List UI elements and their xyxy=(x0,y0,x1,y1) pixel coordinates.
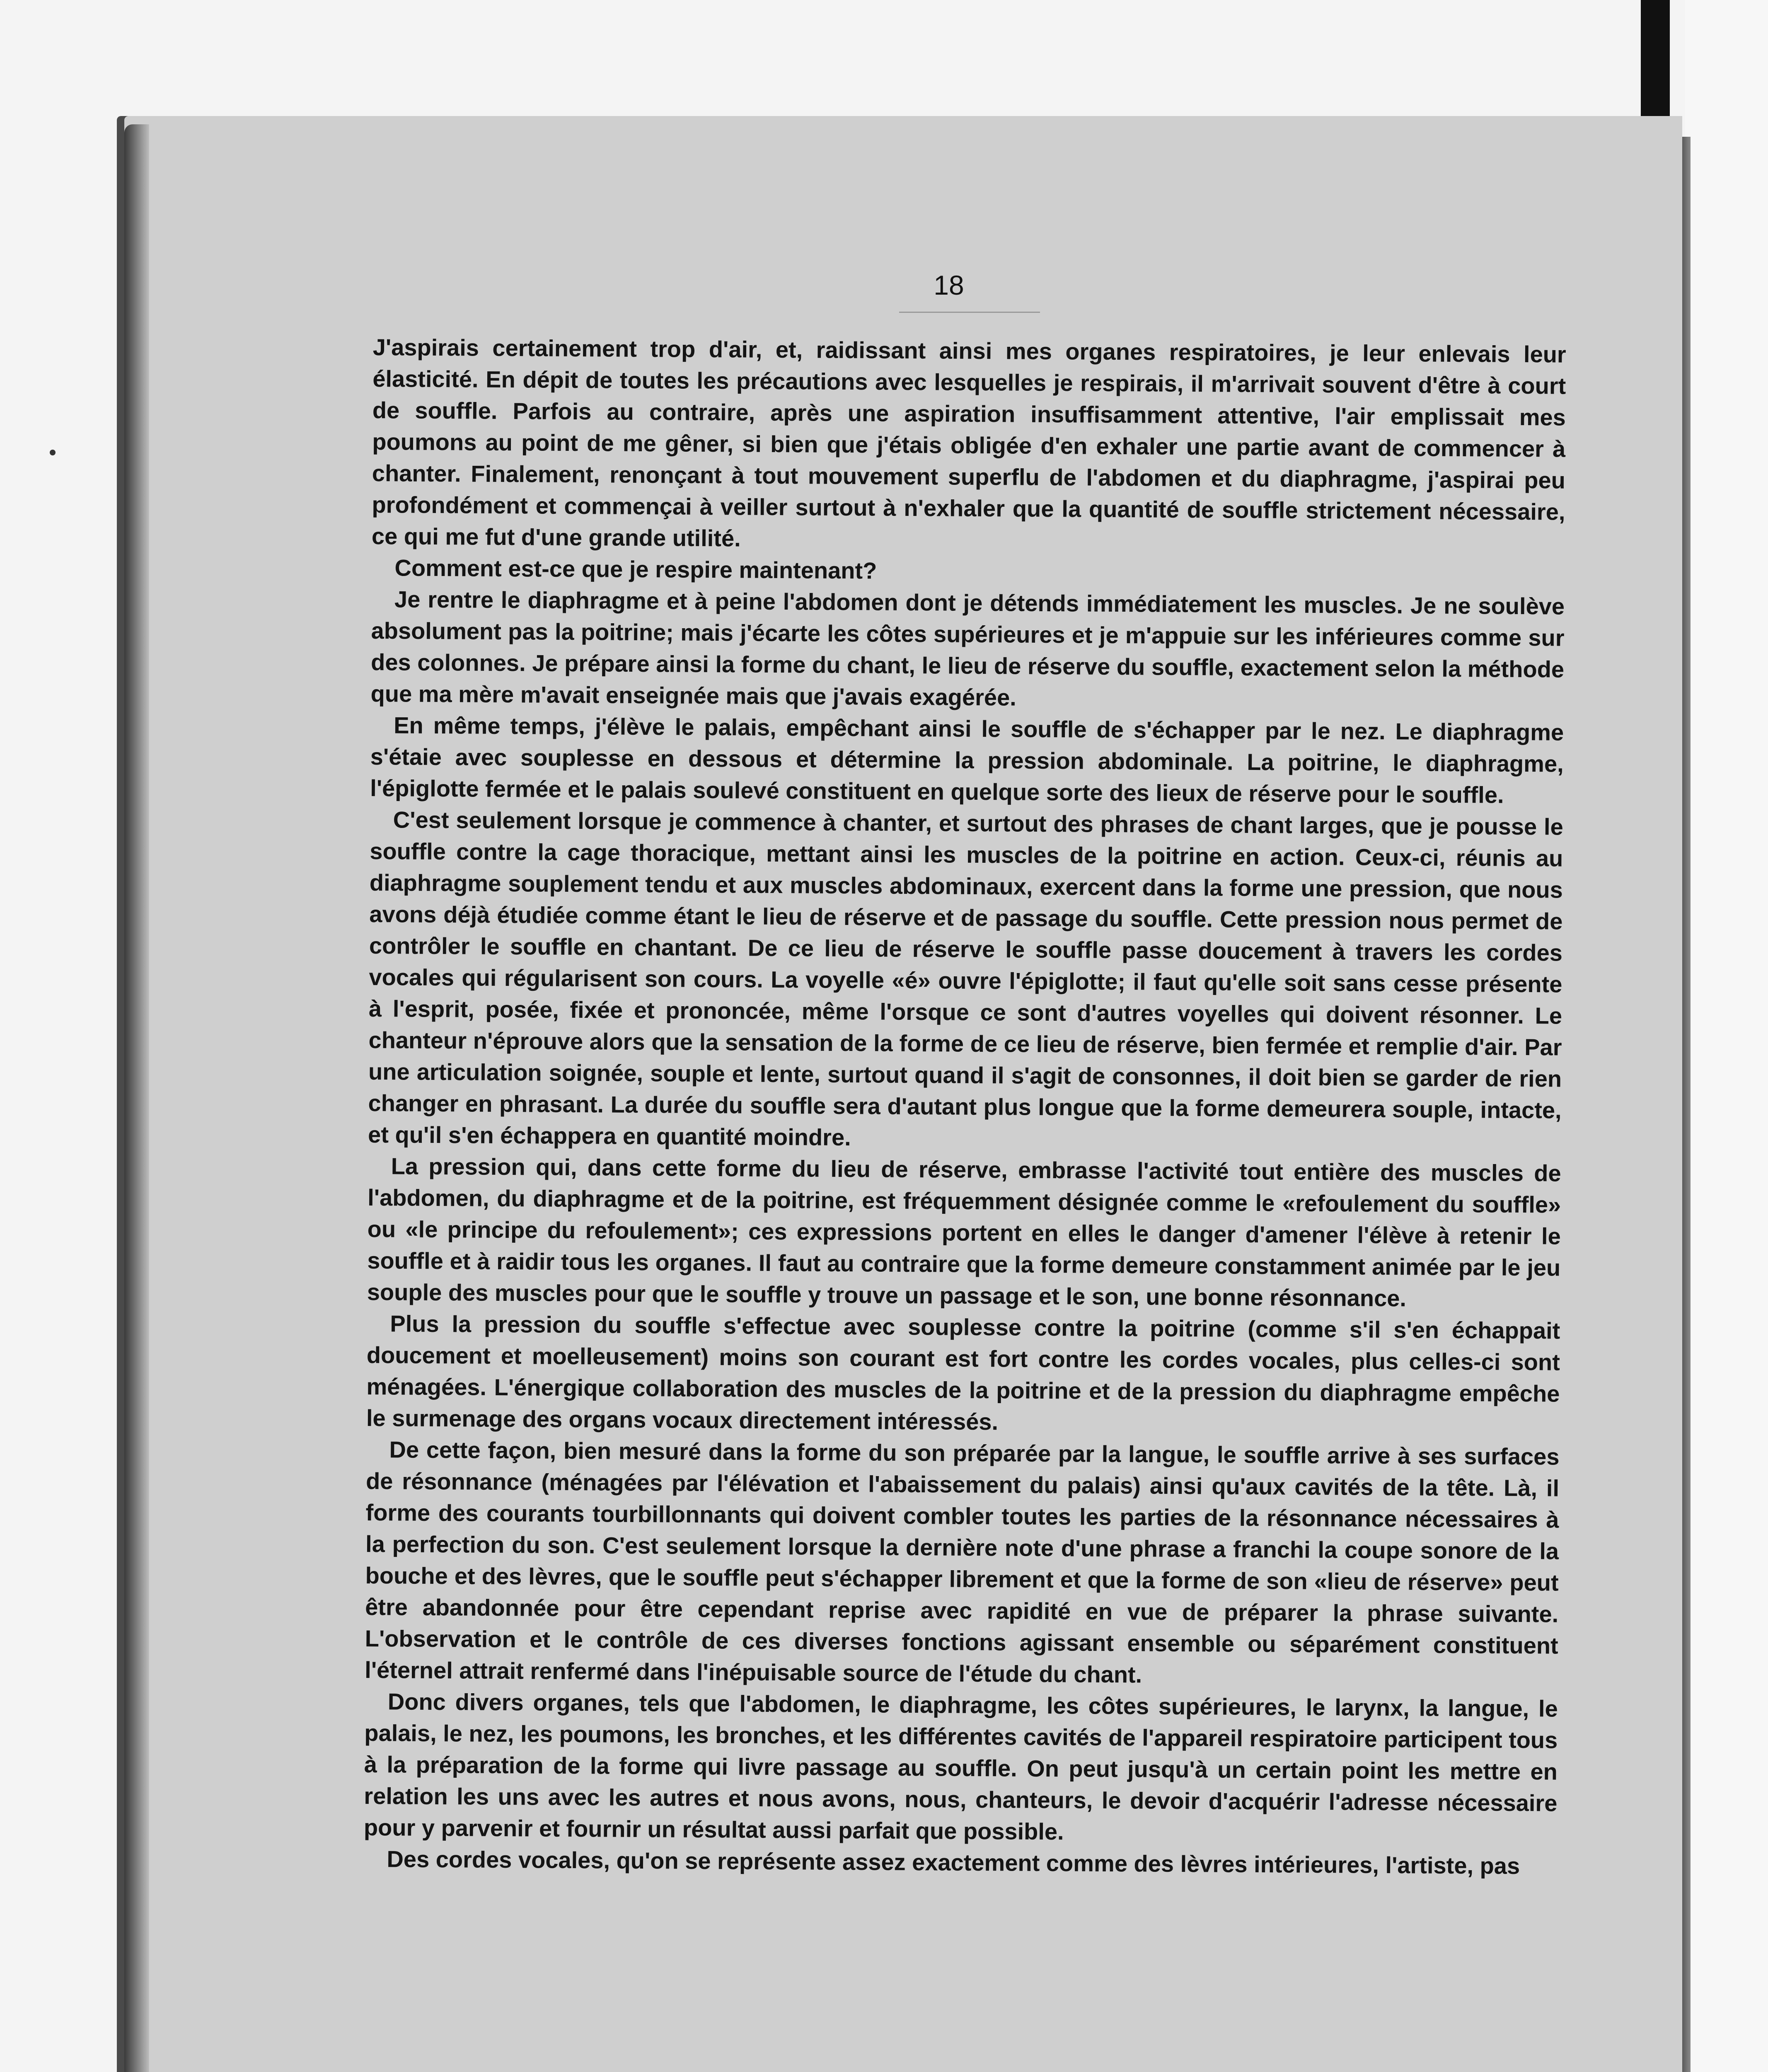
paragraph: Donc divers organes, tels que l'abdomen, le diaphragme, les côtes supérieures, le larynx, la langue, le palais, le nez, les poumons, les bronches, et les différentes cavités de l'appareil respiratoire participent tous à la préparation de la forme qui livre passage au souffle. On peut jusqu'à un certain point les mettre en relation les uns avec les autres et nous avons, nous, chanteurs, le devoir d'acquérir l'adresse nécessaire pour y parvenir et fournir un résultat aussi parfait que possible. xyxy=(363,1688,1558,1845)
scan-background xyxy=(1685,0,1768,2072)
scan-speck xyxy=(50,450,56,455)
paragraph: De cette façon, bien mesuré dans la forme du son préparée par la langue, le souffle arrive à ses surfaces de résonnance (ménagées par l'élévation et l'abaissement du palais) ainsi qu'aux cavités de la tête. Là, il forme des courants tourbillonnants qui doivent combler toutes les parties de la résonnance nécessaires à la perfection du son. C'est seulement lorsque la dernière note d'une phrase a franchi la coupe sonore de la bouche et des lèvres, que le souffle peut s'échapper librement et que la forme de son «lieu de réserve» peut être abandonnée pour être cependant reprise avec rapidité en vue de préparer la phrase suivante. L'observation et le contrôle de ces diverses fonctions agissant ensemble ou séparément constituent l'éternel attrait renfermé dans l'inépuisable source de l'étude du chant. xyxy=(365,1436,1560,1688)
page-number: 18 xyxy=(934,270,964,300)
page-binding-shadow xyxy=(124,124,149,2072)
paragraph: La pression qui, dans cette forme du lieu de réserve, embrasse l'activité tout entière des muscles de l'abdomen, du diaphragme et de la poitrine, est fréquemment désignée comme le «refoulement du souffle» ou «le principe du refoulement»; ces expressions portent en elles le danger d'amener l'élève à retenir le souffle et à raidir tous les organes. Il faut au contraire que la forme demeure constamment animée par le jeu souple des muscles pour que le souffle y trouve un passage et le son, une bonne résonnance. xyxy=(367,1153,1561,1312)
paragraph: Plus la pression du souffle s'effectue avec souplesse contre la poitrine (comme s'il s'en échappait doucement et moelleusement) moins son courant est fort contre les cordes vocales, plus celles-ci sont ménagées. L'énergique collaboration des muscles de la poitrine et de la pression du diaphragme empêche le surmenage des organs vocaux directement intéressés. xyxy=(366,1310,1560,1435)
page-number-rule xyxy=(899,312,1040,313)
paragraph: C'est seulement lorsque je commence à chanter, et surtout des phrases de chant larges, que je pousse le souffle contre la cage thoracique, mettant ainsi les muscles de la poitrine en action. Ceux-ci, réunis au diaphragme souplement tendu et aux muscles abdominaux, exercent dans la forme une pression, que nous avons déjà étudiée comme étant le lieu de réserve et de passage du souffle. Cette pression nous permet de contrôler le souffle en chantant. De ce lieu de réserve le souffle passe doucement à travers les cordes vocales qui régularisent son cours. La voyelle «é» ouvre l'épiglotte; il faut qu'elle soit sans cesse présente à l'esprit, posée, fixée et prononcée, même l'orsque ce sont d'autres voyelles qui doivent résonner. Le chanteur n'éprouve alors que la sensation de la forme de ce lieu de réserve, bien fermée et remplie d'air. Par une articulation soignée, souple et lente, surtout quand il s'agit de consonnes, il doit bien se garder de rien changer en phrasant. La durée du souffle sera d'autant plus longue que la forme demeurera souple, intacte, et qu'il s'en échappera en quantité moindre. xyxy=(368,806,1563,1151)
paragraph: Des cordes vocales, qu'on se représente assez exactement comme des lèvres intérieures, l'artiste, pas xyxy=(387,1846,1520,1879)
paragraph: Je rentre le diaphragme et à peine l'abdomen dont je détends immédiatement les muscles. Je ne soulève absolument pas la poitrine; mais j'écarte les côtes supérieures et je m'appuie sur les inférieures comme sur des colonnes. Je prépare ainsi la forme du chant, le lieu de réserve du souffle, exactement selon la méthode que ma mère m'avait enseignée mais que j'avais exagérée. xyxy=(370,586,1565,711)
paragraph: En même temps, j'élève le palais, empêchant ainsi le souffle de s'échapper par le nez. Le diaphragme s'étaie avec souplesse en dessous et détermine la pression abdominale. La poitrine, le diaphragme, l'épiglotte fermée et le palais soulevé constituent en quelque sorte des lieux de réserve pour le souffle. xyxy=(370,712,1564,808)
paragraph: J'aspirais certainement trop d'air, et, raidissant ainsi mes organes respiratoires, je leur enlevais leur élasticité. En dépit de toutes les précautions avec lesquelles je respirais, il m'arrivait souvent d'être à court de souffle. Parfois au contraire, après une aspiration insuffisamment attentive, l'air emplissait mes poumons au point de me gêner, si bien que j'étais obligée d'en exhaler une partie avant de commencer à chanter. Finalement, renonçant à tout mouvement superflu de l'abdomen et du diaphragme, j'aspirai peu profondément et commençai à veiller surtout à n'exhaler que la quantité de souffle strictement nécessaire, ce qui me fut d'une grande utilité. xyxy=(371,334,1566,552)
paragraph: Comment est-ce que je respire maintenant? xyxy=(394,554,877,584)
page-text xyxy=(363,332,1566,1882)
